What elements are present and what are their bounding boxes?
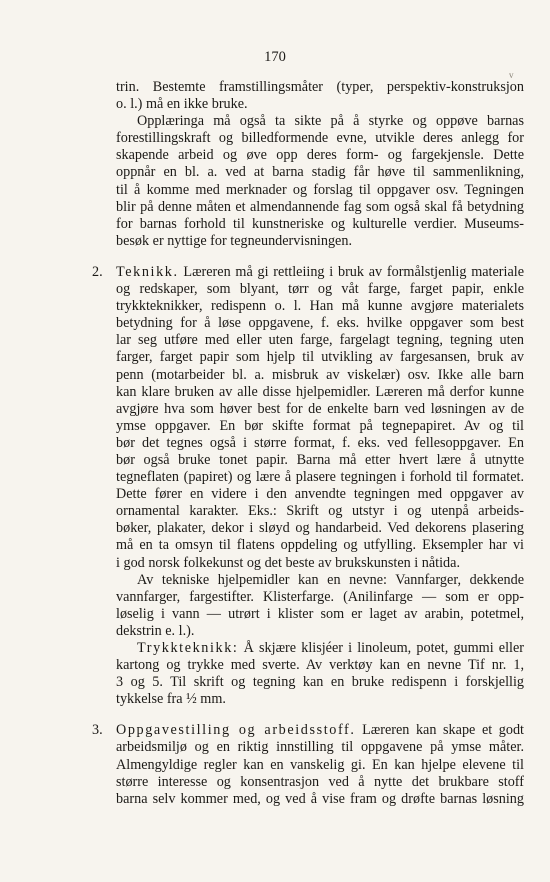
text-line: barna selv kommer med, og ved å vise fram og drøfte barnas løsning [116, 790, 524, 807]
section-3-assignments [0, 722, 550, 807]
text-line: skapende arbeid og øve opp deres form- og fargekjensle. Dette [116, 147, 524, 164]
section-heading: Teknikk. [116, 263, 179, 280]
text-line: penn (motarbeider bl. a. misbruk av viskelær) osv. Ikke alle barn [116, 366, 524, 383]
text-line: arbeidsmiljø og en riktig innstilling til oppgavene på ymse måter. [116, 739, 524, 756]
text-line: oppnår en bl. a. ved at barna stadig får høve til sammenlikning, [116, 164, 524, 181]
page-number: 170 [264, 49, 286, 65]
text-line: 3 og 5. Til skrift og tegning kan en bruke redispenn i forskjellig [116, 674, 524, 691]
text-line: dekstrin e. l.). [116, 622, 195, 639]
text-line: kan klare bruken av alle disse hjelpemidler. Læreren må derfor kunne [116, 383, 524, 400]
text-line: bør også bruke tonet papir. Barna må etter hvert lære å utnytte [116, 451, 524, 468]
text-line: tegneflaten (papiret) og lære å plasere tegningen i forhold til formatet. [116, 469, 524, 486]
text-line: forestillingskraft og billedformende evne, utvikle deres anlegg for [116, 130, 524, 147]
stray-mark: v [509, 70, 514, 80]
text-line: tykkelse fra ½ mm. [116, 691, 226, 708]
text-line: større interesse og konsentrasjon ved å nytte det brukbare stoff [116, 773, 524, 790]
text-line: Av tekniske hjelpemidler kan en nevne: Vannfarger, dekkende [137, 571, 524, 588]
text-line: ymse oppgaver. En bør skifte format på tegnepapiret. Av og til [116, 417, 524, 434]
text-line: ornamental karakter. Eks.: Skrift og utstyr i og utenpå arbeids- [116, 503, 524, 520]
section-number: 3. [92, 722, 103, 739]
text-line: Opplæringa må også ta sikte på å styrke og oppøve barnas [137, 113, 524, 130]
text-line: lar seg utføre med eller uten farge, fargelagt tegning, tegning uten [116, 332, 524, 349]
text-line: 3. Oppgavestilling og arbeidsstoff. Læreren kan skape et godt [92, 722, 525, 739]
section-number: 2. [92, 263, 103, 280]
text-line: avgjøre hva som høver best for de enkelte barn ved løsningen av de [116, 400, 524, 417]
text-line: til å komme med merknader og forslag til oppgaver osv. Tegningen [116, 181, 524, 198]
text-line: blir på denne måten et almendannende fag som også skal få betydning [116, 198, 524, 215]
text-line: Trykkteknikk: Å skjære klisjéer i linoleum, potet, gummi eller [137, 640, 524, 656]
text-line: betydning for å løse oppgavene, f. eks. hvilke oppgaver som best [116, 315, 524, 332]
paragraph-training [0, 113, 550, 250]
text-line: løselig i vann — utrørt i klister som er laget av arabin, potetmel, [116, 605, 524, 622]
text-line: for barnas forhold til kunstneriske og kulturelle verdier. Museums- [116, 215, 524, 232]
paragraph-continuation [0, 79, 550, 113]
section-2-technique [0, 264, 550, 708]
text-line: kartong og trykke med sverte. Av verktøy kan en nevne Tif nr. 1, [116, 657, 524, 674]
text-line: vannfarger, fargestifter. Klisterfarge. (Anilinfarge — som er opp- [116, 588, 524, 605]
text-line: 2. Teknikk. Læreren må gi rettleiing i bruk av formålstjenlig materiale [92, 263, 524, 280]
text-line: og redskaper, som blyant, tørr og våt farge, farget papir, enkle [116, 281, 524, 298]
section-heading: Oppgavestilling og arbeidsstoff. [116, 722, 356, 739]
text-line: o. l.) må en ikke bruke. [116, 96, 248, 113]
text-line: trin. Bestemte framstillingsmåter (typer, perspektiv-konstruksjon [116, 79, 524, 95]
text-line: Dette fører en videre i den anvendte tegningen med oppgaver av [116, 486, 524, 503]
subheading-print-technique: Trykkteknikk: [137, 640, 239, 656]
text-line: må en ta omsyn til flatens oppdeling og utfylling. Eksempler har vi [116, 537, 524, 554]
text-line: i god norsk folkekunst og det beste av brukskunsten i nåtida. [116, 554, 460, 571]
text-line: bør det tegnes også i større format, f. eks. ved fellesoppgaver. En [116, 434, 524, 451]
page-body [0, 79, 550, 808]
text-line: bøker, plakater, dekor i sløyd og handarbeid. Ved dekorens plasering [116, 520, 524, 537]
text-line: farger, farget papir som hjelp til utvikling av fargesansen, bruk av [116, 349, 524, 366]
text-line: besøk er nyttige for tegneundervisningen. [116, 232, 352, 249]
text-line: trykkteknikker, redispenn o. l. Han må kunne avgjøre materialets [116, 298, 524, 315]
text-line: Almengyldige regler kan en vanskelig gi. En kan hjelpe elevene til [116, 756, 524, 773]
